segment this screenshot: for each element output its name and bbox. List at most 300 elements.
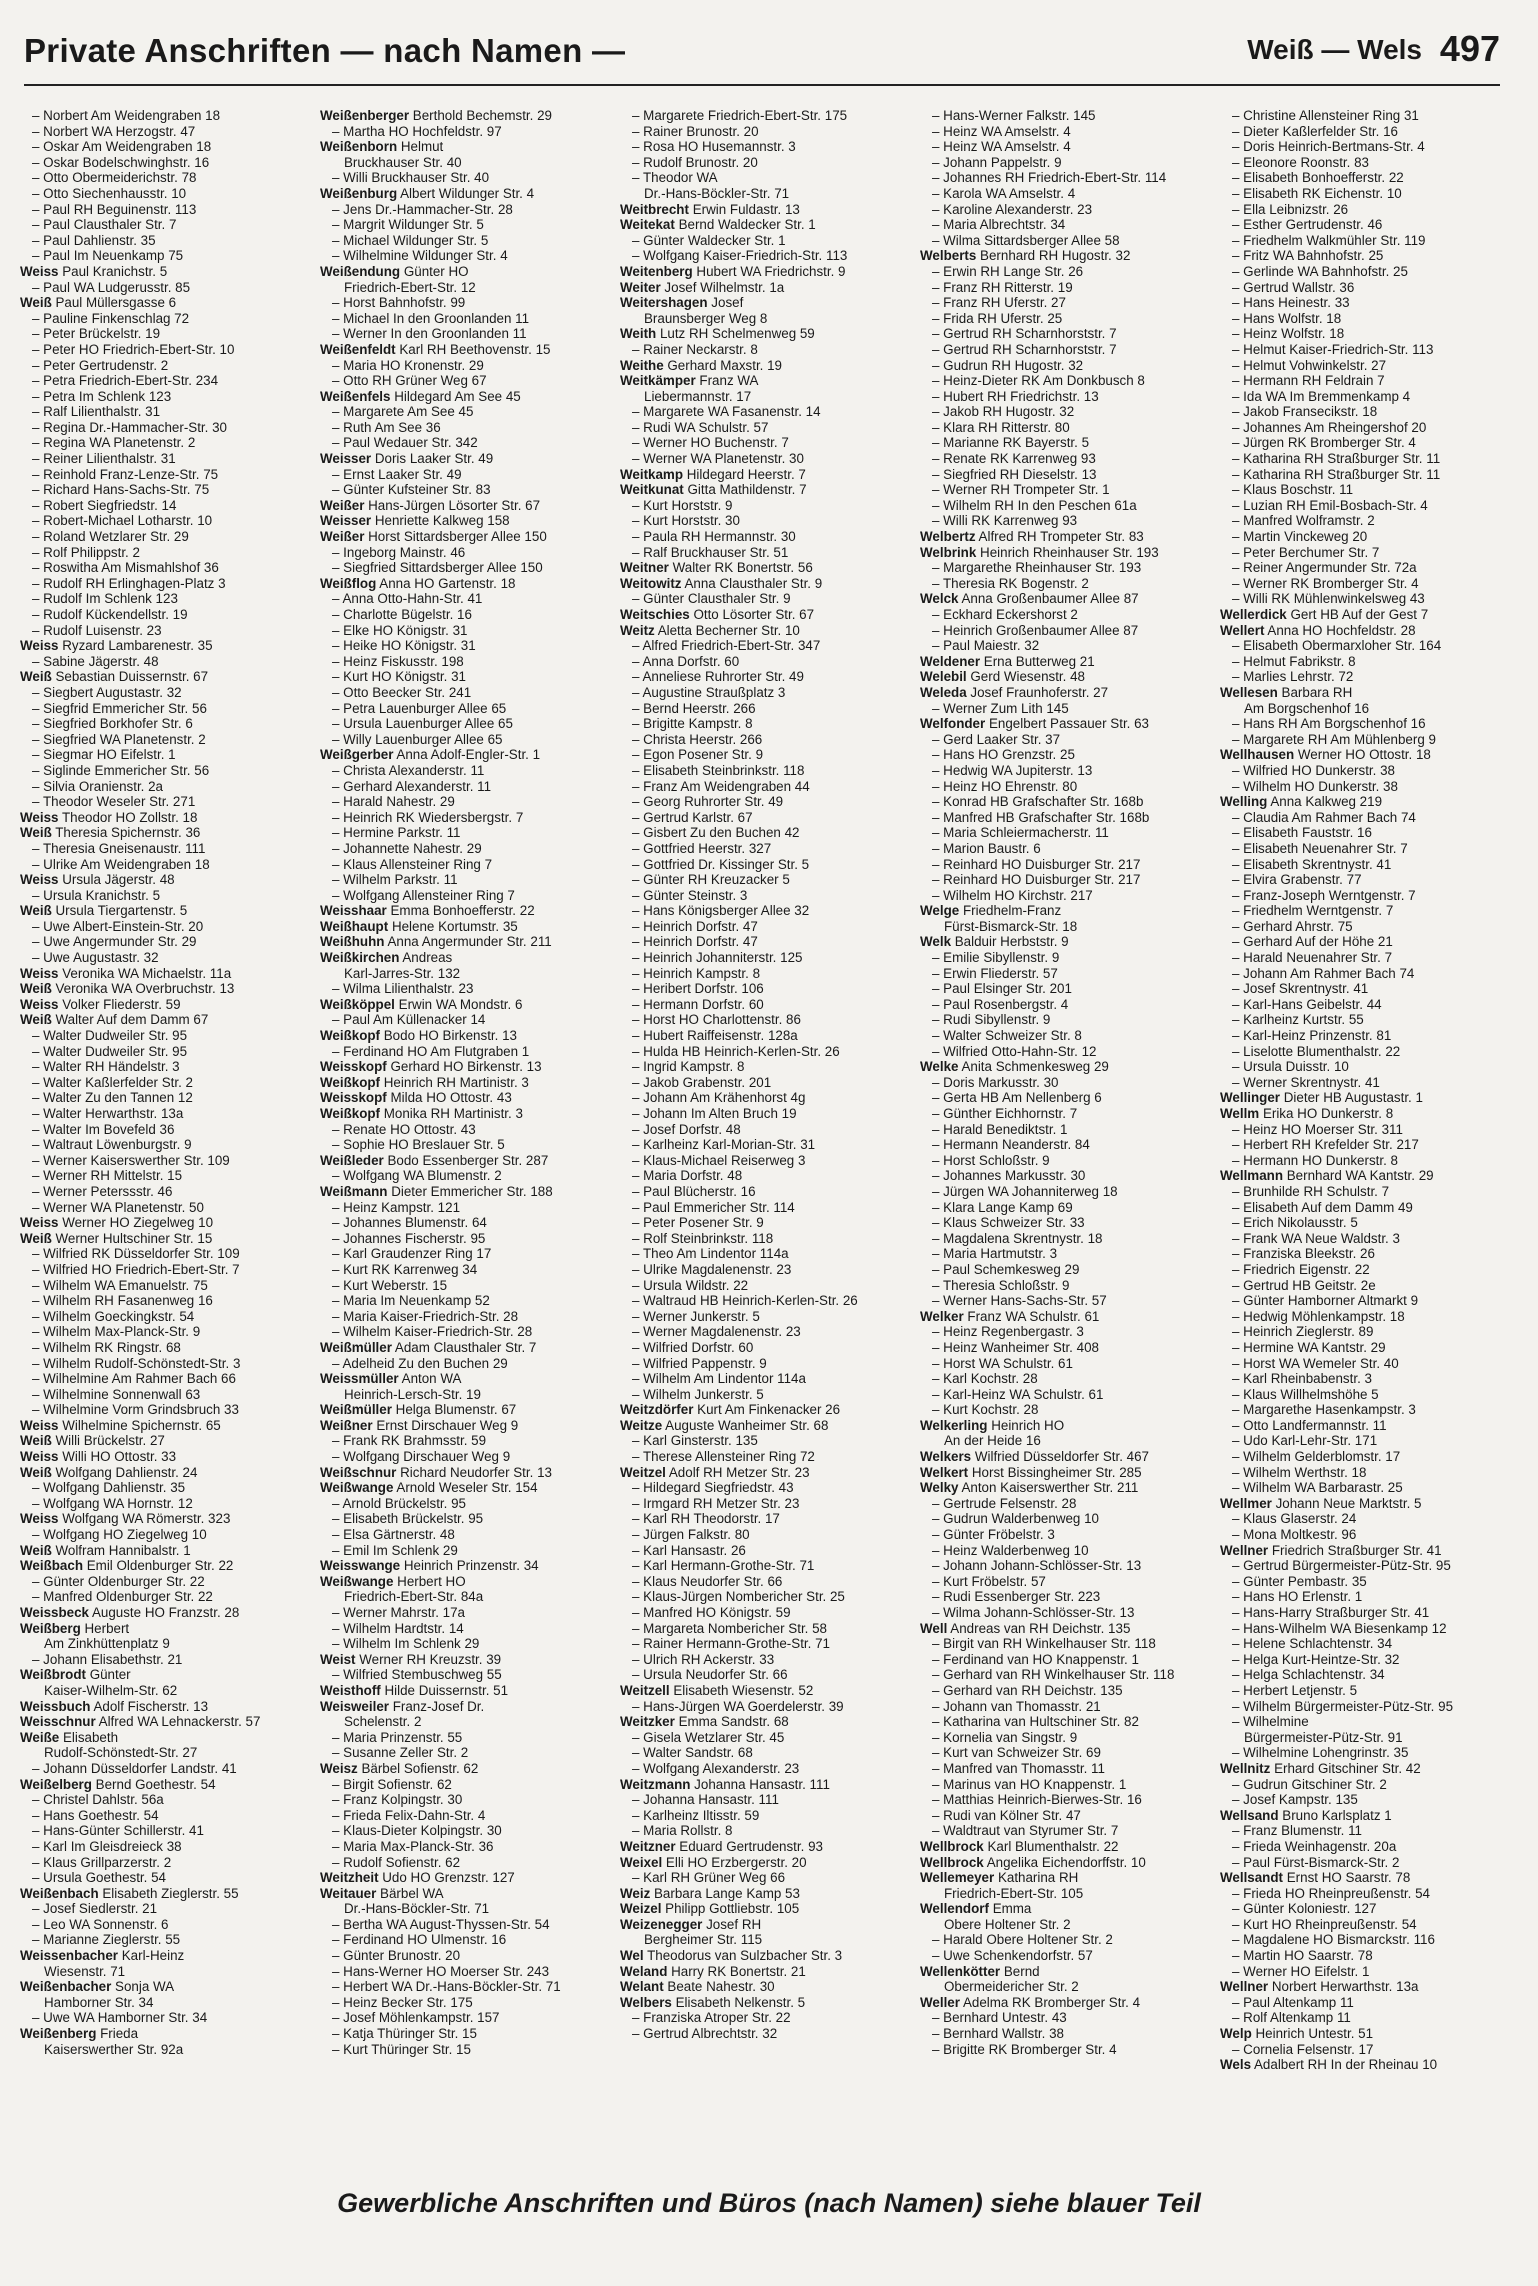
directory-entry <box>1220 1527 1500 1543</box>
ditto-dash: – <box>632 1620 644 1636</box>
entry-text: Christine Allensteiner Ring 31 <box>1243 108 1419 123</box>
entry-text: Karola WA Amselstr. 4 <box>943 185 1076 201</box>
ditto-dash: – <box>332 1792 344 1808</box>
ditto-dash: – <box>632 1573 644 1589</box>
ditto-dash: – <box>932 373 944 389</box>
entry-text: Katharina RH Straßburger Str. 11 <box>1243 451 1441 467</box>
directory-entry <box>1220 404 1500 420</box>
directory-entry <box>20 1527 300 1543</box>
entry-text: Heinz Kampstr. 121 <box>343 1199 461 1215</box>
directory-entry <box>20 435 300 451</box>
ditto-dash: – <box>32 1059 44 1075</box>
entry-text: Siegfrid Emmericher Str. 56 <box>43 700 207 716</box>
directory-entry <box>20 1964 300 1980</box>
directory-entry <box>1220 1278 1500 1294</box>
ditto-dash: – <box>632 1355 644 1371</box>
entry-text: Ferdinand HO Am Flutgraben 1 <box>343 1043 530 1059</box>
entry-text: Anna Otto-Hahn-Str. 41 <box>342 591 483 607</box>
directory-entry <box>620 467 900 483</box>
ditto-dash: – <box>1232 1589 1244 1605</box>
surname: Weisskopf <box>320 1059 387 1075</box>
page-number: 497 <box>1439 28 1500 69</box>
ditto-dash: – <box>32 762 44 778</box>
surname: Weiß <box>20 295 52 311</box>
directory-entry <box>620 1543 900 1559</box>
surname: Weißmüller <box>320 1402 392 1418</box>
entry-text: Manfred HB Grafschafter Str. 168b <box>943 809 1150 825</box>
directory-entry <box>1220 1090 1500 1106</box>
directory-entry <box>1220 248 1500 264</box>
entry-text: Waltraut Löwenburgstr. 9 <box>43 1137 192 1153</box>
entry-text: Franz WA Schulstr. 61 <box>967 1308 1100 1324</box>
directory-entry <box>20 763 300 779</box>
ditto-dash: – <box>332 435 344 451</box>
entry-text: Elvira Grabenstr. 77 <box>1243 872 1362 888</box>
directory-entry <box>320 841 600 857</box>
directory-entry <box>1220 560 1500 576</box>
directory-entry <box>1220 389 1500 405</box>
directory-entry <box>20 451 300 467</box>
directory-entry <box>20 1745 300 1761</box>
directory-entry <box>620 1870 900 1886</box>
directory-entry <box>620 779 900 795</box>
directory-entry <box>1220 1823 1500 1839</box>
entry-text: Günter <box>89 1667 131 1683</box>
ditto-dash: – <box>932 263 944 279</box>
directory-entry <box>620 1496 900 1512</box>
entry-text: Wilhelm HO Dunkerstr. 38 <box>1243 778 1398 794</box>
entry-text: Hans Heinestr. 33 <box>1243 295 1350 311</box>
directory-entry <box>620 732 900 748</box>
directory-entry <box>20 2010 300 2026</box>
entry-text: Werner RH Kreuzstr. 39 <box>359 1651 502 1667</box>
directory-entry <box>1220 638 1500 654</box>
directory-entry <box>1220 1044 1500 1060</box>
ditto-dash: – <box>1232 1293 1244 1309</box>
entry-text: Anneliese Ruhrorter Str. 49 <box>642 669 804 685</box>
directory-entry <box>620 342 900 358</box>
entry-text: Oskar Am Weidengraben 18 <box>43 139 212 155</box>
entry-text: Bernhard Untestr. 43 <box>943 2010 1067 2026</box>
directory-entry <box>920 810 1200 826</box>
surname: Weitkämper <box>620 373 696 389</box>
entry-text: Auguste Wanheimer Str. 68 <box>665 1417 829 1433</box>
entry-text: Heinz Walderbenweg 10 <box>943 1542 1089 1558</box>
entry-text: Elisabeth Nelkenstr. 5 <box>675 1994 806 2010</box>
ditto-dash: – <box>932 341 944 357</box>
surname: Weißgerber <box>320 747 394 763</box>
directory-entry <box>920 1246 1200 1262</box>
surname: Weißenfels <box>320 388 391 404</box>
directory-entry <box>20 1044 300 1060</box>
entry-text: Hans-Jürgen Lösorter Str. 67 <box>368 497 541 513</box>
ditto-dash: – <box>1232 1838 1244 1854</box>
ditto-dash: – <box>332 1963 344 1979</box>
entry-text: Theodor Weseler Str. 271 <box>42 794 196 810</box>
ditto-dash: – <box>932 1745 944 1761</box>
surname: Weisschnur <box>20 1714 96 1730</box>
entry-text: Karl Blumenthalstr. 22 <box>987 1838 1119 1854</box>
entry-text: Robert Siegfriedstr. 14 <box>43 497 177 513</box>
surname: Weiss <box>20 1449 59 1465</box>
ditto-dash: – <box>332 1449 344 1465</box>
directory-entry <box>620 498 900 514</box>
directory-entry <box>320 825 600 841</box>
entry-text: Wilfried Düsseldorfer Str. 467 <box>974 1449 1150 1465</box>
ditto-dash: – <box>32 1293 44 1309</box>
surname: Weiß <box>20 981 52 997</box>
directory-entry <box>320 747 600 763</box>
entry-text: Gertrud Bürgermeister-Pütz-Str. 95 <box>1243 1558 1451 1574</box>
entry-text: Margrit Wildunger Str. 5 <box>343 217 484 233</box>
entry-text: Heinz Becker Str. 175 <box>343 1994 473 2010</box>
directory-entry <box>620 1667 900 1683</box>
entry-text: Wilfried Dorfstr. 60 <box>643 1339 754 1355</box>
directory-entry <box>920 482 1200 498</box>
ditto-dash: – <box>332 1932 344 1948</box>
ditto-dash: – <box>632 1230 644 1246</box>
ditto-dash: – <box>1232 1558 1244 1574</box>
entry-text: Ursula Lauenburger Allee 65 <box>343 716 513 732</box>
ditto-dash: – <box>32 248 44 264</box>
entry-text: Paul Wedauer Str. 342 <box>343 435 478 451</box>
ditto-dash: – <box>932 482 944 498</box>
directory-entry <box>320 1106 600 1122</box>
entry-text: Claudia Am Rahmer Bach 74 <box>1243 809 1416 825</box>
directory-entry <box>320 1964 600 1980</box>
directory-entry <box>320 124 600 140</box>
directory-entry <box>1220 1699 1500 1715</box>
ditto-dash: – <box>32 1246 44 1262</box>
entry-text: Rudi Essenberger Str. 223 <box>943 1589 1101 1605</box>
entry-text: Günter Hamborner Altmarkt 9 <box>1243 1293 1419 1309</box>
directory-entry <box>20 1075 300 1091</box>
directory-entry <box>320 1730 600 1746</box>
ditto-dash: – <box>932 1261 944 1277</box>
ditto-dash: – <box>632 2026 644 2042</box>
directory-entry <box>920 373 1200 389</box>
entry-text: Wilhelm Werthstr. 18 <box>1243 1464 1367 1480</box>
directory-entry <box>320 1465 600 1481</box>
directory-entry <box>320 810 600 826</box>
directory-entry <box>320 1621 600 1637</box>
ditto-dash: – <box>332 170 344 186</box>
entry-text: Erwin WA Mondstr. 6 <box>398 996 523 1012</box>
entry-text: Maria Hartmutstr. 3 <box>943 1246 1058 1262</box>
ditto-dash: – <box>1232 1823 1244 1839</box>
directory-entry <box>20 1730 300 1746</box>
ditto-dash: – <box>32 404 44 420</box>
entry-text: Esther Gertrudenstr. 46 <box>1243 217 1383 233</box>
entry-text: Elisabeth Steinbrinkstr. 118 <box>643 762 805 778</box>
entry-text: Peter Gertrudenstr. 2 <box>43 357 169 373</box>
entry-text: Josef Dorfstr. 48 <box>643 1121 741 1137</box>
ditto-dash: – <box>332 1277 344 1293</box>
directory-entry <box>20 716 300 732</box>
entry-text: Wilhelm Hardtstr. 14 <box>343 1620 464 1636</box>
ditto-dash: – <box>1232 1339 1244 1355</box>
directory-entry <box>920 607 1200 623</box>
entry-text: Volker Fliederstr. 59 <box>62 996 181 1012</box>
ditto-dash: – <box>932 575 943 591</box>
entry-text: Wilhelm WA Emanuelstr. 75 <box>43 1277 208 1293</box>
directory-entry <box>920 170 1200 186</box>
ditto-dash: – <box>1232 1682 1244 1698</box>
ditto-dash: – <box>32 279 44 295</box>
entry-text: Wilhelm Max-Planck-Str. 9 <box>43 1324 201 1340</box>
ditto-dash: – <box>1232 497 1244 513</box>
entry-text: Uwe Albert-Einstein-Str. 20 <box>43 918 204 934</box>
ditto-dash: – <box>1232 1230 1244 1246</box>
ditto-dash: – <box>332 1199 344 1215</box>
directory-entry <box>620 482 900 498</box>
entry-text: Paul Emmericher Str. 114 <box>643 1199 795 1215</box>
entry-text: Heinrich HO <box>991 1417 1065 1433</box>
entry-text: Alfred Friedrich-Ebert-Str. 347 <box>642 638 821 654</box>
surname: Weiss <box>20 872 59 888</box>
directory-entry <box>620 1402 900 1418</box>
entry-text: Peter Brückelstr. 19 <box>43 326 161 342</box>
directory-entry <box>20 950 300 966</box>
surname: Weisswange <box>320 1558 401 1574</box>
surname: Weißenberger <box>320 108 410 123</box>
directory-entry <box>920 280 1200 296</box>
ditto-dash: – <box>632 1183 644 1199</box>
directory-entry <box>620 248 900 264</box>
entry-text: Dieter Kaßlerfelder Str. 16 <box>1243 123 1398 139</box>
directory-entry <box>320 732 600 748</box>
surname: Welck <box>920 591 959 607</box>
directory-entry <box>1220 467 1500 483</box>
ditto-dash: – <box>1232 154 1244 170</box>
entry-text: Wilhelmine <box>1243 1714 1309 1730</box>
entry-text: Johannette Nahestr. 29 <box>343 840 482 856</box>
directory-entry <box>320 233 600 249</box>
ditto-dash: – <box>932 700 944 716</box>
ditto-dash: – <box>332 1745 344 1761</box>
surname: Wellert <box>1220 622 1265 638</box>
entry-text: Hildegard Heerstr. 7 <box>686 466 806 482</box>
directory-entry <box>1220 1028 1500 1044</box>
directory-entry <box>1220 1932 1500 1948</box>
directory-entry <box>620 1948 900 1964</box>
entry-text: Waldtraut van Styrumer Str. 7 <box>943 1823 1119 1839</box>
entry-text: Werner RH Mittelstr. 15 <box>43 1168 183 1184</box>
entry-text: Wilhelm Parkstr. 11 <box>343 872 458 888</box>
entry-text: Josef Fraunhoferstr. 27 <box>970 684 1109 700</box>
entry-text: Jakob Grabenstr. 201 <box>643 1074 772 1090</box>
entry-text: Horst Sittardsberger Allee 150 <box>368 529 547 545</box>
entry-text: Ferdinand van HO Knappenstr. 1 <box>943 1651 1139 1667</box>
directory-entry <box>620 1808 900 1824</box>
entry-text: Kornelia van Singstr. 9 <box>943 1729 1078 1745</box>
directory-entry <box>920 997 1200 1013</box>
ditto-dash: – <box>1232 716 1244 732</box>
ditto-dash: – <box>32 1028 44 1044</box>
entry-text: Helmut Fabrikstr. 8 <box>1243 653 1356 669</box>
entry-text: Walter Dudweiler Str. 95 <box>43 1043 188 1059</box>
directory-entry <box>20 1855 300 1871</box>
entry-text: Günter Oldenburger Str. 22 <box>43 1573 205 1589</box>
ditto-dash: – <box>932 1807 944 1823</box>
directory-entry <box>620 1901 900 1917</box>
ditto-dash: – <box>332 684 344 700</box>
entry-text: Rudi van Kölner Str. 47 <box>943 1807 1081 1823</box>
ditto-dash: – <box>32 373 44 389</box>
surname: Weithe <box>620 357 664 373</box>
entry-text: Heinrich-Lersch-Str. 19 <box>344 1386 481 1402</box>
entry-text: Klaus Grillparzerstr. 2 <box>43 1854 172 1870</box>
ditto-dash: – <box>32 1792 44 1808</box>
entry-text: Reinhard HO Duisburger Str. 217 <box>943 872 1141 888</box>
entry-text: Werner HO Buchenstr. 7 <box>643 435 789 451</box>
directory-entry <box>920 1371 1200 1387</box>
entry-text: Regina WA Planetenstr. 2 <box>43 435 196 451</box>
entry-text: Wilfried Stembuschweg 55 <box>343 1667 502 1683</box>
directory-entry <box>320 1714 600 1730</box>
ditto-dash: – <box>632 139 644 155</box>
entry-text: Pauline Finkenschlag 72 <box>43 310 190 326</box>
entry-text: Paul Rosenbergstr. 4 <box>943 996 1069 1012</box>
ditto-dash: – <box>1232 1402 1244 1418</box>
entry-text: Petra Friedrich-Ebert-Str. 234 <box>43 373 219 389</box>
ditto-dash: – <box>1232 1183 1244 1199</box>
ditto-dash: – <box>632 1527 644 1543</box>
ditto-dash: – <box>1232 1511 1244 1527</box>
directory-entry <box>920 1932 1200 1948</box>
entry-text: Frank WA Neue Waldstr. 3 <box>1243 1230 1400 1246</box>
directory-entry <box>1220 1558 1500 1574</box>
directory-entry <box>20 1356 300 1372</box>
directory-entry <box>20 1808 300 1824</box>
entry-text: Rudolf Brunostr. 20 <box>643 154 758 170</box>
surname: Weißhaupt <box>320 918 389 934</box>
directory-entry <box>920 498 1200 514</box>
entry-text: Erwin RH Lange Str. 26 <box>943 263 1084 279</box>
name-range <box>1247 34 1422 66</box>
ditto-dash: – <box>32 840 43 856</box>
ditto-dash: – <box>632 965 644 981</box>
entry-text: Helmut Kaiser-Friedrich-Str. 113 <box>1243 341 1434 357</box>
directory-entry <box>1220 732 1500 748</box>
entry-text: Josef RH <box>706 1916 762 1932</box>
directory-entry <box>920 1044 1200 1060</box>
surname: Wellnitz <box>1220 1760 1271 1776</box>
entry-text: Sabine Jägerstr. 48 <box>43 653 159 669</box>
directory-entry <box>320 342 600 358</box>
ditto-dash: – <box>632 731 644 747</box>
directory-entry <box>620 1106 900 1122</box>
ditto-dash: – <box>932 108 944 123</box>
entry-text: Konrad HB Grafschafter Str. 168b <box>943 794 1144 810</box>
entry-text: Norbert WA Herzogstr. 47 <box>43 123 196 139</box>
entry-text: Ursula Goethestr. 54 <box>43 1870 166 1886</box>
ditto-dash: – <box>932 856 944 872</box>
ditto-dash: – <box>332 1667 344 1683</box>
ditto-dash: – <box>1232 1948 1244 1964</box>
ditto-dash: – <box>932 1293 944 1309</box>
ditto-dash: – <box>32 622 44 638</box>
ditto-dash: – <box>32 794 43 810</box>
ditto-dash: – <box>632 996 644 1012</box>
header-rule <box>24 84 1500 86</box>
entry-text: Klaus Willhelmshöhe 5 <box>1243 1386 1379 1402</box>
directory-entry <box>20 467 300 483</box>
surname: Weißmüller <box>320 1339 392 1355</box>
directory-entry <box>920 529 1200 545</box>
entry-text: Werner HO Ziegelweg 10 <box>62 1215 214 1231</box>
ditto-dash: – <box>632 1277 644 1293</box>
entry-text: Heinrich Rheinhauser Str. 193 <box>980 544 1159 560</box>
entry-text: Barbara RH <box>1281 684 1353 700</box>
ditto-dash: – <box>1232 1261 1244 1277</box>
directory-entry <box>620 1418 900 1434</box>
directory-entry <box>1220 1168 1500 1184</box>
ditto-dash: – <box>932 232 944 248</box>
directory-entry <box>1220 1714 1500 1730</box>
ditto-dash: – <box>332 2026 344 2042</box>
directory-entry <box>320 1012 600 1028</box>
entry-text: Ralf Bruckhauser Str. 51 <box>643 544 789 560</box>
directory-entry <box>620 872 900 888</box>
entry-text: Willi Bruckhauser Str. 40 <box>343 170 490 186</box>
surname: Weißleder <box>320 1152 384 1168</box>
surname: Welbers <box>620 1994 672 2010</box>
ditto-dash: – <box>332 840 344 856</box>
directory-entry <box>920 1324 1200 1340</box>
directory-entry <box>320 1262 600 1278</box>
entry-text: Günter Brunostr. 20 <box>343 1948 461 1964</box>
entry-text: Friedhelm Werntgenstr. 7 <box>1243 903 1394 919</box>
entry-text: Franz WA <box>699 373 759 389</box>
entry-text: Walter Kaßlerfelder Str. 2 <box>43 1074 193 1090</box>
directory-entry <box>20 1387 300 1403</box>
ditto-dash: – <box>332 232 344 248</box>
directory-entry <box>20 903 300 919</box>
entry-text: Erwin Fuldastr. 13 <box>692 201 800 217</box>
ditto-dash: – <box>932 1012 944 1028</box>
entry-text: Dieter Emmericher Str. 188 <box>391 1183 553 1199</box>
directory-entry <box>20 1137 300 1153</box>
surname: Weizel <box>620 1901 662 1917</box>
entry-text: Johannes Am Rheingershof 20 <box>1243 419 1427 435</box>
directory-entry <box>920 701 1200 717</box>
ditto-dash: – <box>632 1324 644 1340</box>
entry-text: Theodor WA <box>642 170 718 186</box>
ditto-dash: – <box>1232 591 1244 607</box>
entry-text: Auguste HO Franzstr. 28 <box>91 1605 240 1620</box>
directory-entry <box>620 1823 900 1839</box>
ditto-dash: – <box>632 1043 644 1059</box>
directory-entry <box>20 311 300 327</box>
directory-entry <box>20 1293 300 1309</box>
entry-text: Martin Vinckeweg 20 <box>1243 529 1368 545</box>
directory-entry <box>920 2042 1200 2058</box>
entry-text: Otto Beecker Str. 241 <box>343 684 472 700</box>
ditto-dash: – <box>1232 1355 1244 1371</box>
directory-entry <box>620 1044 900 1060</box>
entry-text: Birgit Sofienstr. 62 <box>343 1776 452 1792</box>
entry-text: Alfred WA Lehnackerstr. 57 <box>98 1714 261 1730</box>
directory-entry <box>920 794 1200 810</box>
directory-entry <box>1220 576 1500 592</box>
ditto-dash: – <box>332 872 344 888</box>
directory-entry <box>1220 1246 1500 1262</box>
ditto-dash: – <box>932 1199 944 1215</box>
directory-entry <box>20 1480 300 1496</box>
entry-text: Heinrich RH Martinistr. 3 <box>383 1074 529 1090</box>
directory-entry <box>620 1433 900 1449</box>
